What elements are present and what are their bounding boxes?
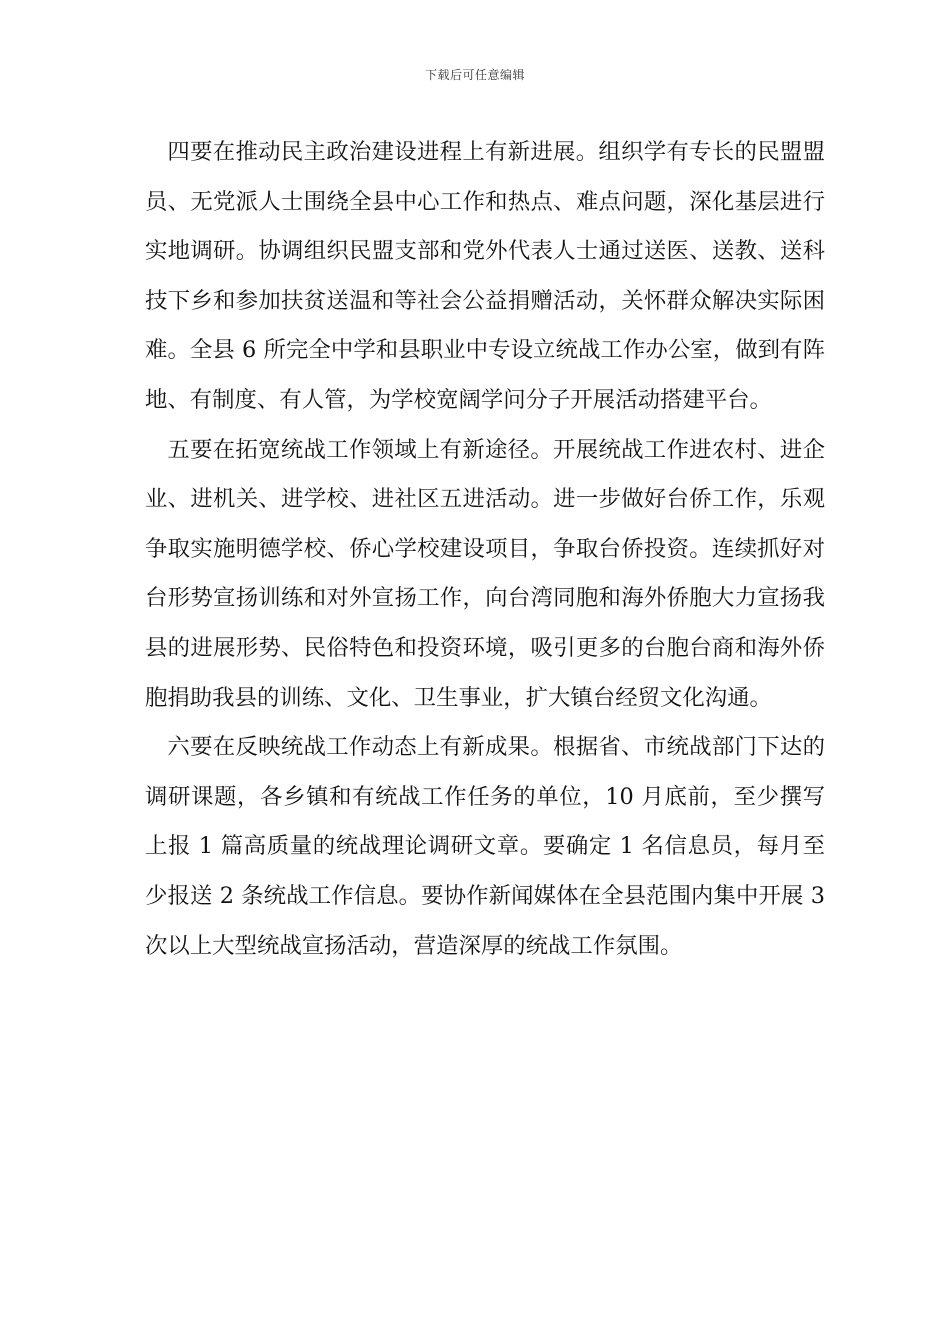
- paragraph-4: 四要在推动民主政治建设进程上有新进展。组织学有专长的民盟盟员、无党派人士围绕全县中心工作和热点、难点问题，深化基层进行实地调研。协调组织民盟支部和党外代表人士通过送医、送教、送科技下乡和参加扶贫送温和等社会公益捐赠活动，关怀群众解决实际困难。全县 6 所完全中学和县职业中专设立统战工作办公室，做到有阵地、有制度、有人管，为学校宽阔学问分子开展活动搭建平台。: [145, 139, 825, 413]
- page-header: 下载后可任意编辑: [424, 68, 525, 82]
- document-body: [145, 128, 825, 971]
- paragraph-6: 六要在反映统战工作动态上有新成果。根据省、市统战部门下达的调研课题，各乡镇和有统战工作任务的单位，10 月底前，至少撰写上报 1 篇高质量的统战理论调研文章。要确定 1 名信息员，每月至少报送 2 条统战工作信息。要协作新闻媒体在全县范围内集中开展 3 次以上大型统战宣扬活动，营造深厚的统战工作氛围。: [145, 734, 825, 959]
- paragraph-5: 五要在拓宽统战工作领域上有新途径。开展统战工作进农村、进企业、进机关、进学校、进社区五进活动。进一步做好台侨工作，乐观争取实施明德学校、侨心学校建设项目，争取台侨投资。连续抓好对台形势宣扬训练和对外宣扬工作，向台湾同胞和海外侨胞大力宣扬我县的进展形势、民俗特色和投资环境，吸引更多的台胞台商和海外侨胞捐助我县的训练、文化、卫生事业，扩大镇台经贸文化沟通。: [145, 436, 825, 711]
